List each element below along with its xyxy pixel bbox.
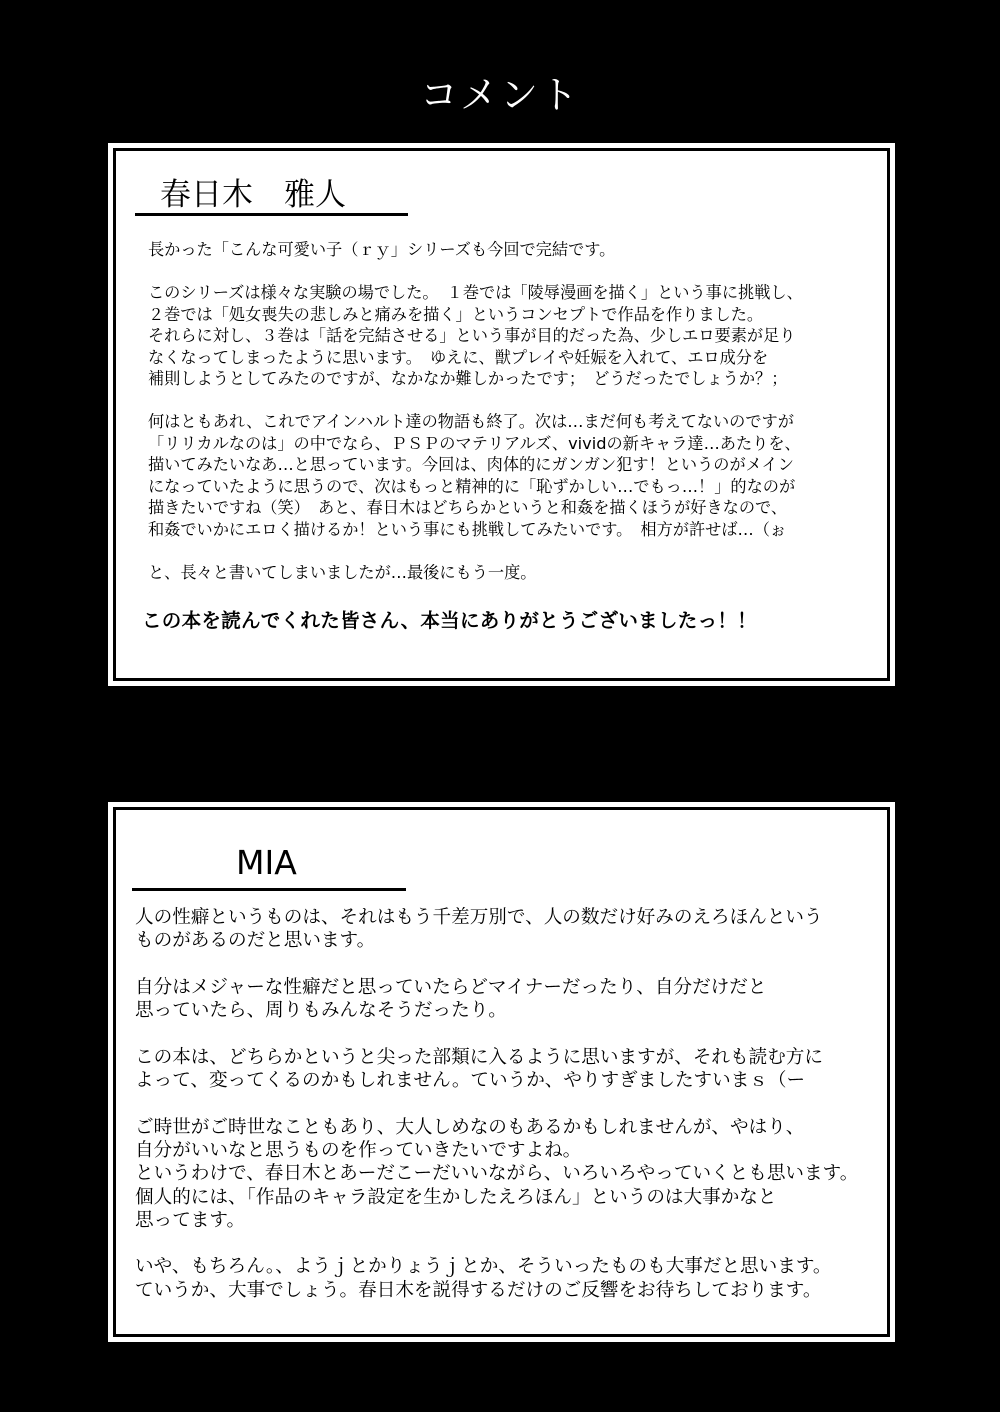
comment-panel-kasugaki [108, 143, 895, 686]
paragraph: 長かった「こんな可愛い子（ｒｙ」シリーズも今回で完結です。 [148, 240, 616, 259]
closing-message: この本を読んでくれた皆さん、本当にありがとうございましたっ！！ [142, 609, 757, 632]
paragraph: ご時世がご時世なこともあり、大人しめなのもあるかもしれませんが、やはり、 自分がいいなと思うものを作っていきたいですよね。 というわけで、春日木とあーだこーだいいながら、いろいろやっていくとも思います。 個人的には、「作品のキャラ設定を生かしたえろほん」というのは大事かなと 思ってます。 [135, 1116, 859, 1231]
page-title: コメント [419, 73, 580, 117]
paragraph: 自分はメジャーな性癖だと思っていたらどマイナーだったり、自分だけだと 思っていたら、周りもみんなそうだったり。 [135, 976, 767, 1022]
author-underline [135, 213, 408, 216]
comment-body [135, 906, 858, 1302]
paragraph: このシリーズは様々な実験の場でした。 １巻では「陵辱漫画を描く」という事に挑戦し、 ２巻では「処女喪失の悲しみと痛みを描く」というコンセプトで作品を作りました。 それらに対し、３巻は「話を完結させる」という事が目的だった為、少しエロ要素が足り なくなってしまったように思います。 ゆえに、獣プレイや妊娠を入れて、エロ成分を 補則しようとしてみたのですが、なかなか難しかったです； どうだったでしょうか？； [148, 283, 803, 388]
paragraph: と、長々と書いてしまいましたが…最後にもう一度。 [148, 562, 537, 582]
comment-body [148, 239, 803, 583]
comment-panel-mia [108, 802, 895, 1342]
author-name: 春日木 雅人 [160, 177, 346, 213]
author-name: MIA [236, 843, 297, 882]
paragraph: いや、もちろん。、ようｊとかりょうｊとか、そういったものも大事だと思います。 ていうか、大事でしょう。春日木を説得するだけのご反響をお待ちしております。 [135, 1256, 832, 1301]
author-underline [132, 888, 406, 891]
paragraph: この本は、どちらかというと尖った部類に入るように思いますが、それも読む方に よって、変ってくるのかもしれません。ていうか、やりすぎましたすいまｓ（ー [135, 1046, 823, 1092]
paragraph: 人の性癖というものは、それはもう千差万別で、人の数だけ好みのえろほんという ものがあるのだと思います。 [135, 907, 823, 952]
paragraph: 何はともあれ、これでアインハルト達の物語も終了。次は…まだ何も考えてないのですが 「リリカルなのは」の中でなら、ＰＳＰのマテリアルズ、vividの新キャラ達…あたりを、 描いてみたいなあ…と思っています。今回は、肉体的にガンガン犯す！というのがメイン になっていたように思うので、次はもっと精神的に「恥ずかしい…でもっ…！」的なのが 描きたいですね（笑） あと、春日木はどちらかというと和姦を描くほうが好きなので、 和姦でいかにエロく描けるか！という事にも挑戦してみたいです。 相方が許せば…（ぉ [148, 412, 801, 539]
